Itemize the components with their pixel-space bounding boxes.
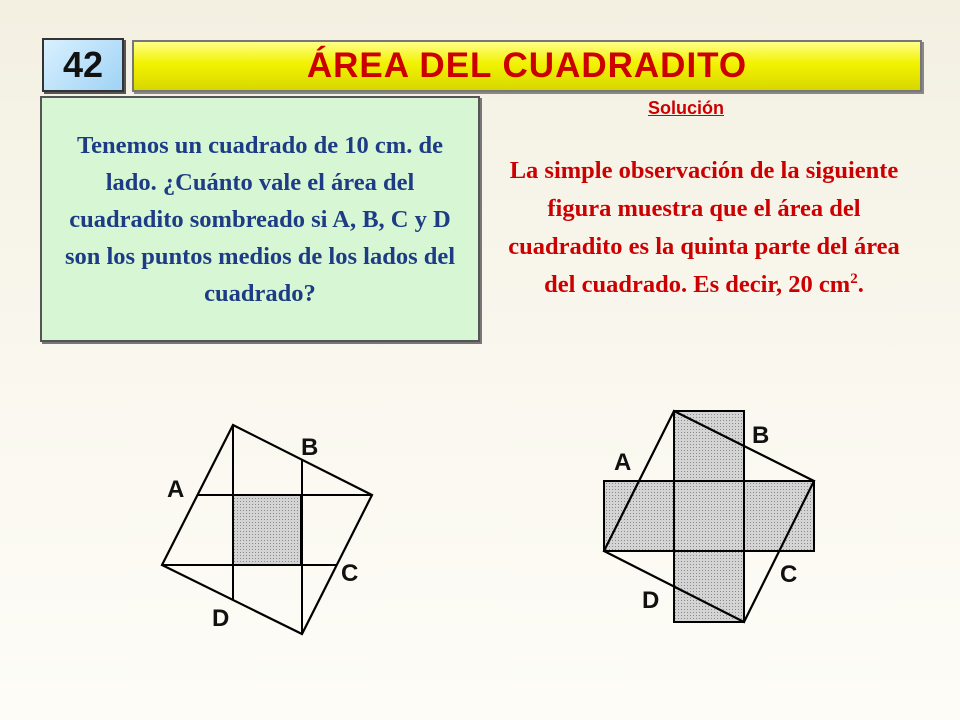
left-shaded-square <box>233 495 301 565</box>
left-label-a: A <box>167 476 185 503</box>
right-figure <box>604 411 814 622</box>
right-horizontal-bar <box>604 481 814 551</box>
right-label-b: B <box>752 422 770 449</box>
solution-body: La simple observación de la siguiente figura muestra que el área del cuadradito es la quinta parte del área del cuadrado. Es decir, 20 cm <box>508 157 900 298</box>
left-label-b: B <box>301 434 319 461</box>
left-figure <box>162 425 372 634</box>
solution-superscript: 2 <box>850 270 858 287</box>
problem-number: 42 <box>62 44 104 85</box>
left-label-d: D <box>212 605 230 632</box>
right-label-a: A <box>614 449 632 476</box>
page-title: ÁREA DEL CUADRADITO <box>306 46 748 85</box>
solution-period: . <box>857 271 864 298</box>
solution-label: Solución <box>648 98 724 118</box>
right-label-c: C <box>780 561 798 588</box>
left-label-c: C <box>341 560 359 587</box>
problem-statement: Tenemos un cuadrado de 10 cm. de lado. ¿Cuánto vale el área del cuadradito sombreado si A, B, C y D son los puntos medios de los lados del cuadrado? <box>64 131 456 307</box>
right-label-d: D <box>642 587 660 614</box>
